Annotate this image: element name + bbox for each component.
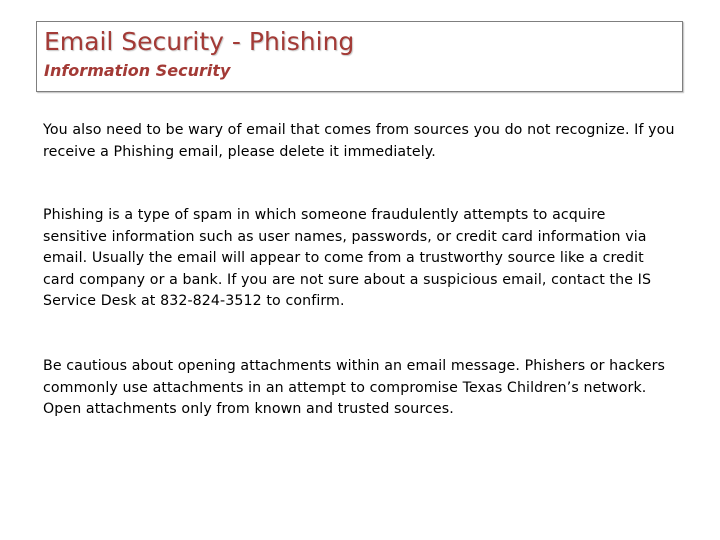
slide-subtitle: Information Security <box>44 61 231 80</box>
slide-title: Email Security - Phishing <box>44 27 355 56</box>
paragraph-phishing-definition: Phishing is a type of spam in which someone fraudulently attempts to acquire sensitive information such as user names, passwords, or credit card information via email. Usually the email will appear to come from a trustworthy source like a credit card company or a bank. If you are not sure about a suspicious email, contact the IS Service Desk at 832-824-3512 to confirm. <box>43 207 652 309</box>
title-box <box>36 21 683 92</box>
paragraph-unrecognized-senders: You also need to be wary of email that comes from sources you do not recognize. If you receive a Phishing email, please delete it immediately. <box>43 122 675 160</box>
paragraph-attachments: Be cautious about opening attachments within an email message. Phishers or hackers commonly use attachments in an attempt to compromise Texas Children’s network. Open attachments only from known and trusted sources. <box>43 358 666 417</box>
